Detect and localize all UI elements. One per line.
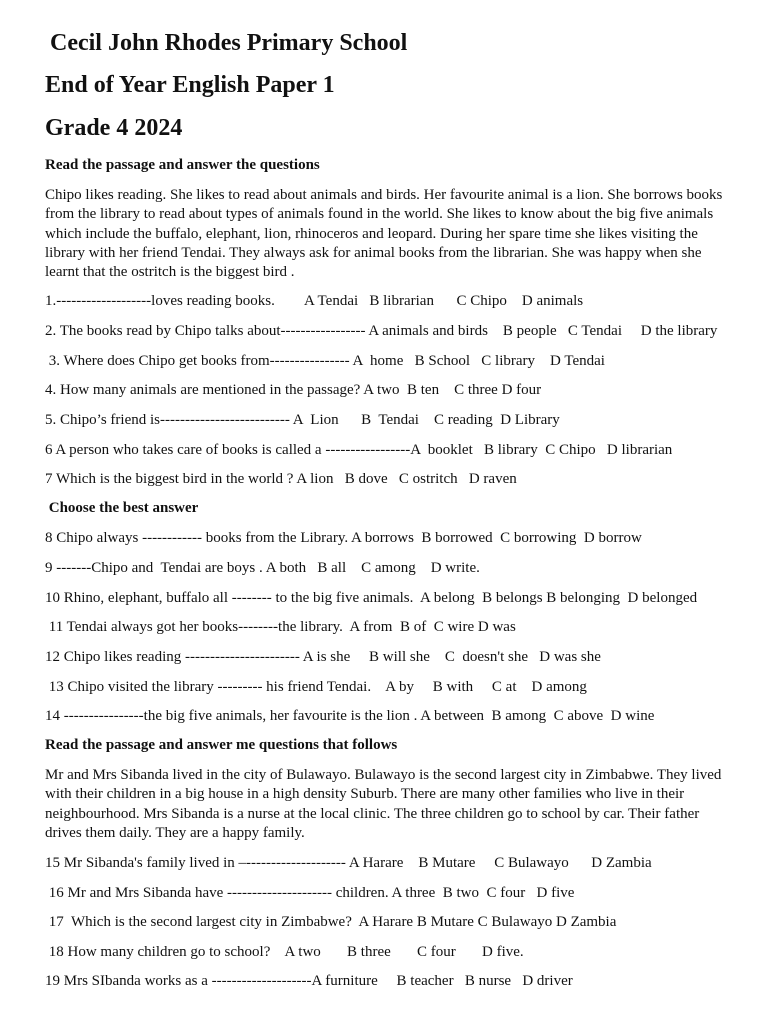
question-19: 19 Mrs SIbanda works as a --------------------A furniture B teacher B nurse D driver [45, 973, 573, 989]
question-7: 7 Which is the biggest bird in the world ? A lion B dove C ostritch D raven [45, 471, 517, 487]
paper-title: End of Year English Paper 1 [45, 72, 335, 98]
question-16: 16 Mr and Mrs Sibanda have --------------------- children. A three B two C four D five [45, 885, 575, 901]
question-15: 15 Mr Sibanda's family lived in –-------------------- A Harare B Mutare C Bulawayo D Zambia [45, 855, 652, 871]
question-4: 4. How many animals are mentioned in the passage? A two B ten C three D four [45, 382, 542, 398]
question-3: 3. Where does Chipo get books from---------------- A home B School C library D Tendai [45, 353, 605, 369]
passage-chipo: Chipo likes reading. She likes to read about animals and birds. Her favourite animal is a lion. She borrows books from the library to read about types of animals found in the world. She likes to know about the big five animals which include the buffalo, elephant, lion, rhinoceros and leopard. During her spare time she likes visiting the library with her friend Tendai. They always ask for animal books from the librarian. She was happy when she learnt that the ostritch is the biggest bird . [45, 187, 723, 281]
section-heading: Read the passage and answer the questions [45, 157, 320, 173]
question-17: 17 Which is the second largest city in Zimbabwe? A Harare B Mutare C Bulawayo D Zambia [45, 914, 617, 930]
passage-sibanda: Mr and Mrs Sibanda lived in the city of Bulawayo. Bulawayo is the second largest city in Zimbabwe. They lived with their children in a big house in a high density Suburb. There are many other families who live in their neighbourhood. Mrs Sibanda is a nurse at the local clinic. The three children go to school by car. Their father drives them daily. They are a happy family. [45, 767, 722, 841]
question-6: 6 A person who takes care of books is called a -----------------A booklet B library C Chipo D librarian [45, 442, 673, 458]
question-18: 18 How many children go to school? A two B three C four D five. [45, 944, 524, 960]
grade-title: Grade 4 2024 [45, 115, 183, 141]
question-12: 12 Chipo likes reading ----------------------- A is she B will she C doesn't she D was she [45, 649, 601, 665]
school-name: Cecil John Rhodes Primary School [50, 30, 408, 56]
question-5: 5. Chipo’s friend is-------------------------- A Lion B Tendai C reading D Library [45, 412, 560, 428]
section-heading: Read the passage and answer me questions that follows [45, 737, 398, 753]
question-1: 1.-------------------loves reading books. A Tendai B librarian C Chipo D animals [45, 293, 584, 309]
question-2: 2. The books read by Chipo talks about----------------- A animals and birds B people C Tendai D the library [45, 323, 718, 339]
question-9: 9 -------Chipo and Tendai are boys . A both B all C among D write. [45, 560, 480, 576]
question-14: 14 ----------------the big five animals, her favourite is the lion . A between B among C above D wine [45, 708, 655, 724]
section-heading: Choose the best answer [45, 500, 199, 516]
question-8: 8 Chipo always ------------ books from the Library. A borrows B borrowed C borrowing D borrow [45, 530, 642, 546]
question-10: 10 Rhino, elephant, buffalo all -------- to the big five animals. A belong B belongs B belonging D belonged [45, 590, 698, 606]
question-13: 13 Chipo visited the library --------- his friend Tendai. A by B with C at D among [45, 679, 587, 695]
question-11: 11 Tendai always got her books--------the library. A from B of C wire D was [45, 619, 516, 635]
